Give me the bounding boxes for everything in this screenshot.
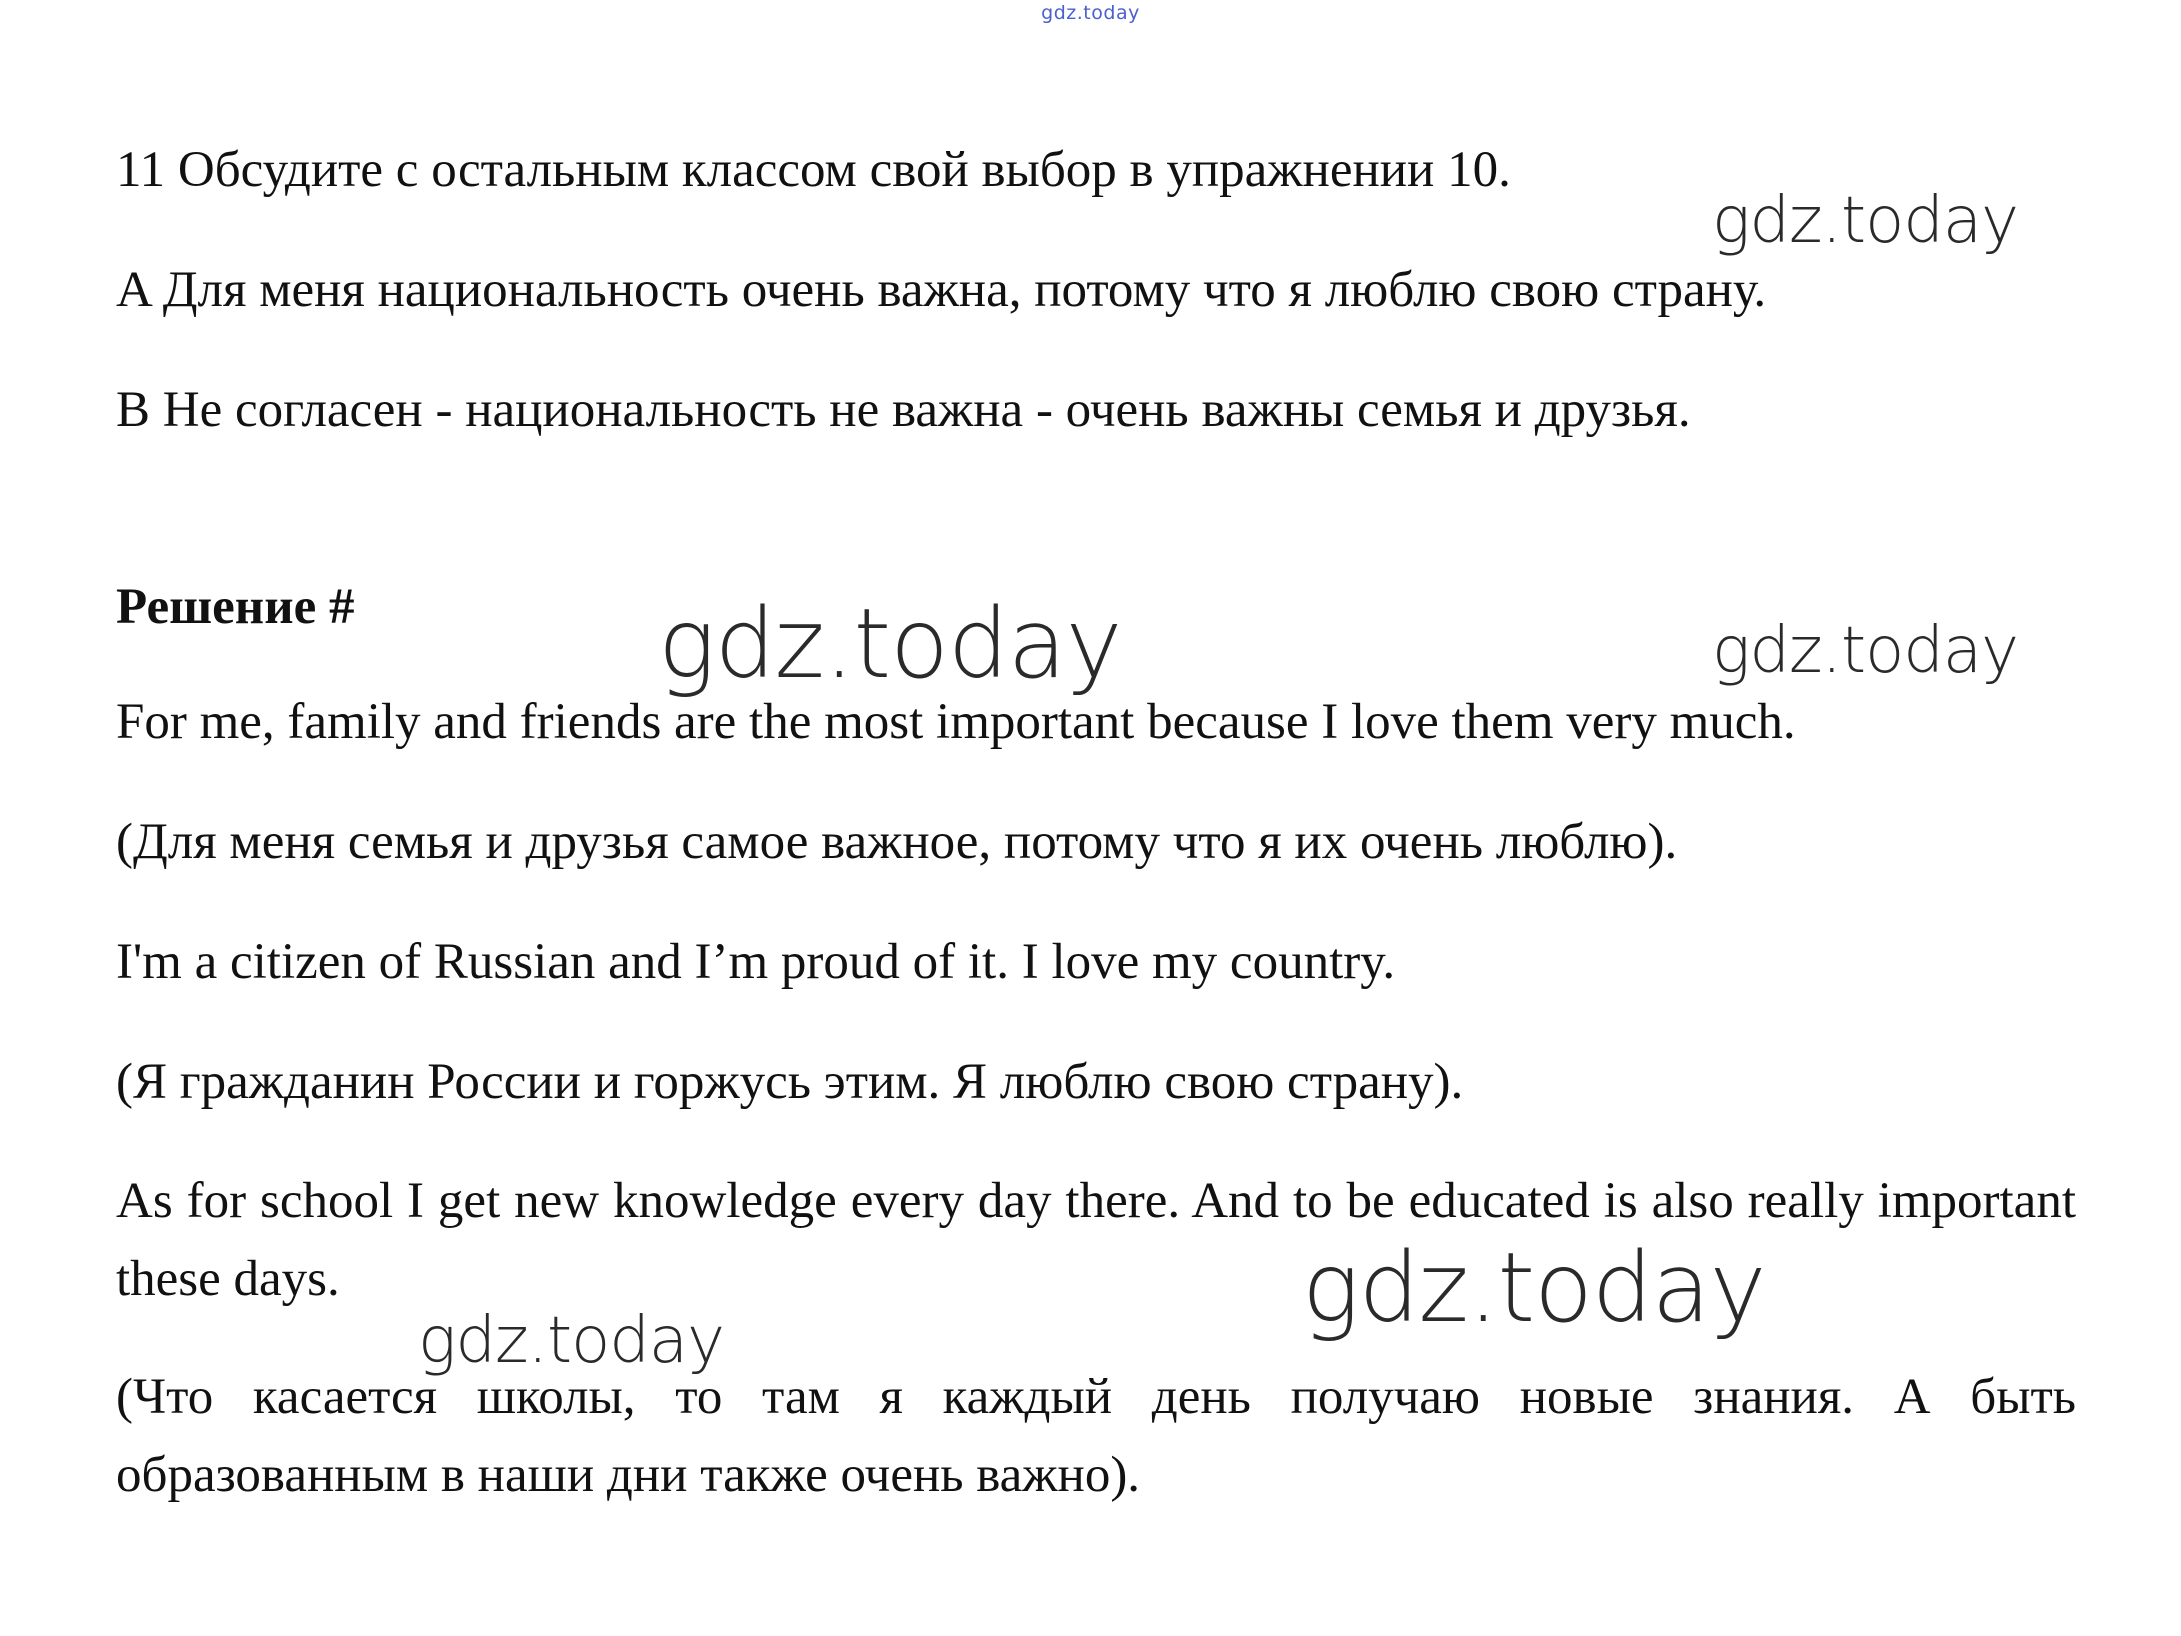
- watermark: gdz.today: [418, 1304, 724, 1378]
- watermark: gdz.today: [1302, 1232, 1766, 1344]
- solution-paragraph: (Я гражданин России и горжусь этим. Я люблю свою страну).: [116, 1054, 1464, 1110]
- solution-paragraph: For me, family and friends are the most important because I love them very much.: [116, 694, 1796, 750]
- solution-paragraph: (Что касается школы, то там я каждый день получаю новые знания. А быть образованным в наши дни также очень важно).: [116, 1369, 2076, 1503]
- solution-paragraph: (Для меня семья и друзья самое важное, потому что я их очень люблю).: [116, 814, 1678, 870]
- watermark: gdz.today: [658, 588, 1122, 700]
- solution-paragraph: I'm a citizen of Russian and I’m proud of it. I love my country.: [116, 934, 1396, 990]
- task-prompt: 11 Обсудите с остальным классом свой выбор в упражнении 10.: [116, 142, 1511, 198]
- task-line-b: B Не согласен - национальность не важна - очень важны семья и друзья.: [116, 382, 1691, 438]
- task-line-a: A Для меня национальность очень важна, потому что я люблю свою страну.: [116, 262, 1767, 318]
- watermark: gdz.today: [1712, 614, 2018, 688]
- top-watermark: gdz.today: [1041, 2, 1140, 24]
- watermark: gdz.today: [1712, 184, 2018, 258]
- solution-paragraph: As for school I get new knowledge every day there. And to be educated is also really important these days.: [116, 1173, 2076, 1307]
- solution-heading: Решение #: [116, 579, 355, 635]
